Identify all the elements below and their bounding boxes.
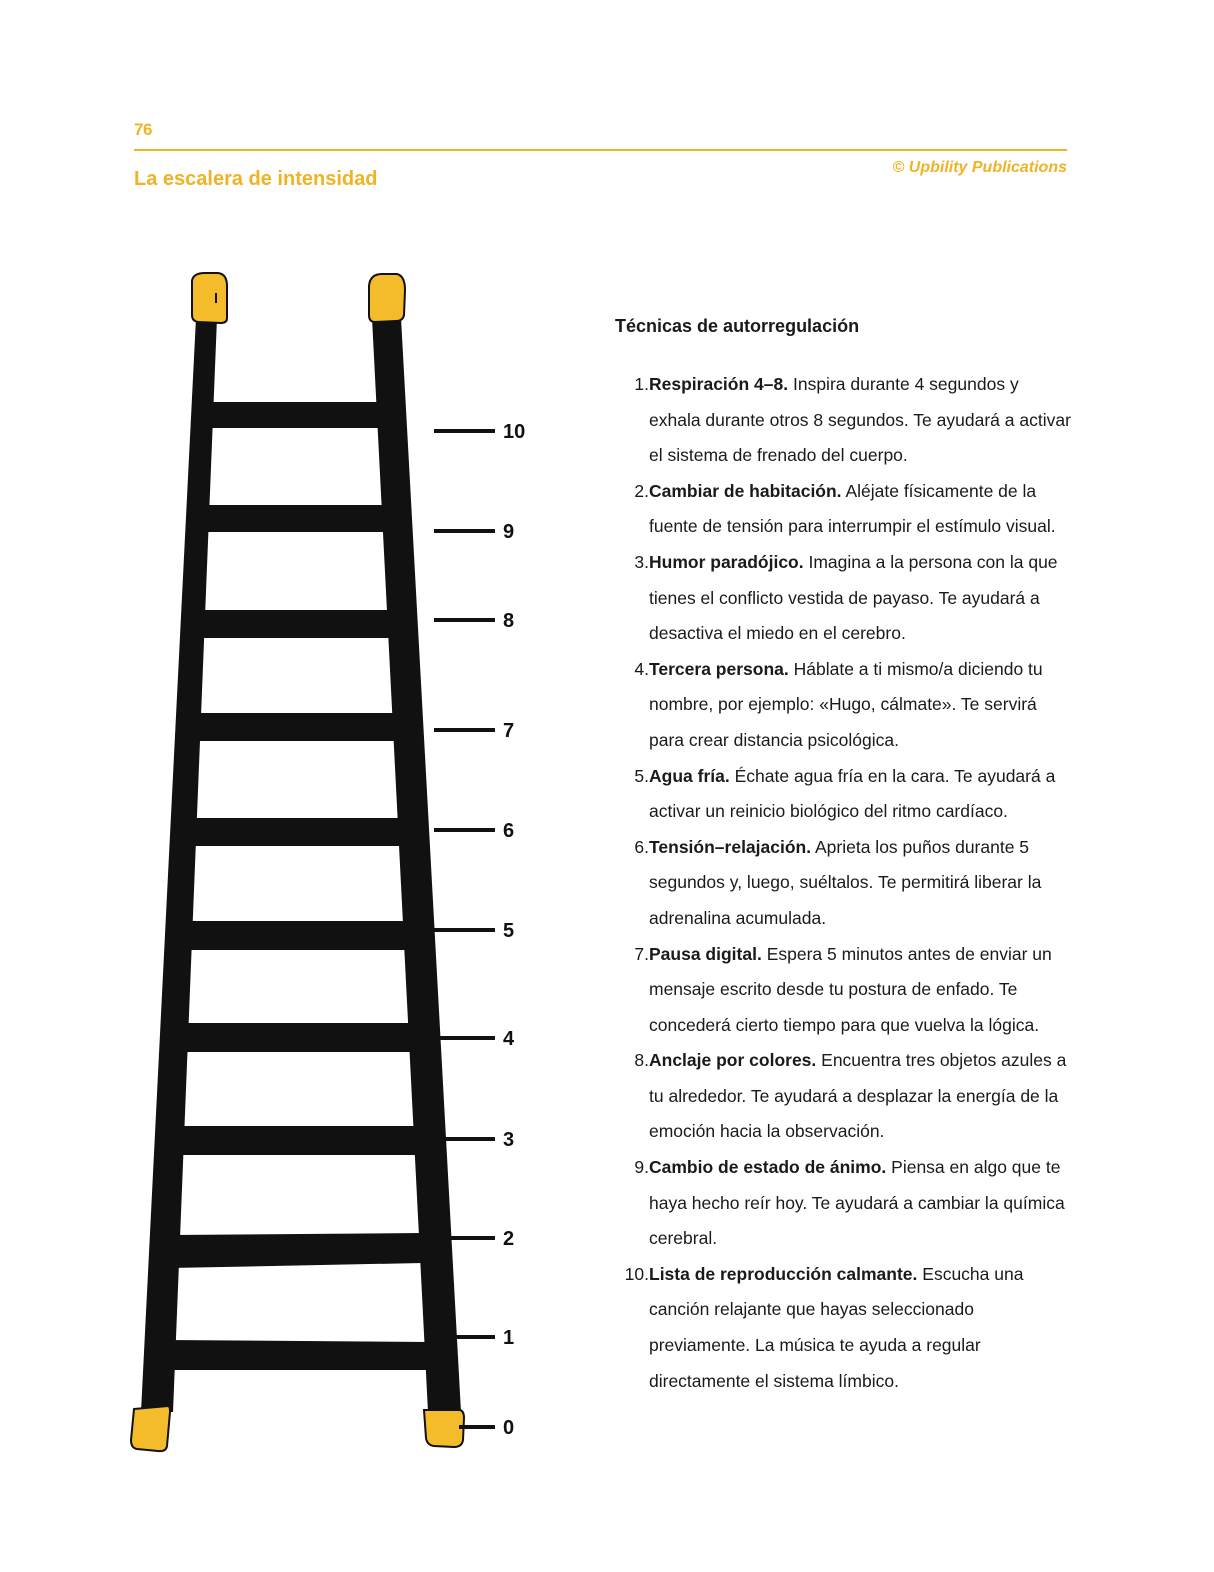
scale-label: 3	[503, 1129, 515, 1151]
technique-body	[649, 367, 1075, 474]
ladder-rung	[211, 402, 379, 428]
scale-label: 9	[503, 521, 515, 543]
ladder-rung	[170, 1233, 423, 1268]
technique-body	[649, 474, 1075, 545]
technique-number: 2.	[634, 480, 649, 501]
technique-number: 5.	[634, 765, 649, 786]
technique-number: 10.	[624, 1263, 649, 1284]
ladder-cap-top-right	[369, 274, 405, 322]
technique-description: Piensa en algo que te haya hecho reír hoy. Te ayudará a cambiar la química cerebral.	[649, 1157, 1065, 1249]
technique-description: Encuentra tres objetos azules a tu alrededor. Te ayudará a desplazar la energía de la emoción hacia la observación.	[649, 1050, 1067, 1142]
technique-number: 7.	[634, 943, 649, 964]
technique-item	[615, 1043, 1075, 1150]
technique-item	[615, 1150, 1075, 1257]
header-rule	[134, 149, 1067, 151]
technique-body	[649, 937, 1075, 1044]
technique-item	[615, 1257, 1075, 1399]
techniques-title: Técnicas de autorregulación	[615, 316, 860, 336]
technique-item	[615, 367, 1075, 474]
scale-label: 2	[503, 1228, 515, 1250]
technique-name: Cambio de estado de ánimo.	[649, 1157, 887, 1178]
technique-description: Aléjate físicamente de la fuente de tensión para interrumpir el estímulo visual.	[649, 480, 1056, 537]
ladder-rung	[180, 1023, 412, 1052]
scale-label: 7	[503, 720, 515, 742]
technique-item	[615, 545, 1075, 652]
scale-label: 5	[503, 920, 515, 942]
technique-name: Cambiar de habitación.	[649, 480, 842, 501]
technique-item	[615, 937, 1075, 1044]
techniques-list	[615, 367, 1075, 1399]
technique-item	[615, 759, 1075, 830]
technique-name: Pausa digital.	[649, 943, 762, 964]
scale-label: 4	[503, 1028, 515, 1050]
technique-body	[649, 1150, 1075, 1257]
ladder-rung	[165, 1340, 429, 1370]
page-number: 76	[134, 120, 152, 139]
technique-description: Háblate a ti mismo/a diciendo tu nombre, por ejemplo: «Hugo, cálmate». Te servirá para crear distancia psicológica.	[649, 658, 1043, 750]
technique-number: 3.	[634, 551, 649, 572]
technique-item	[615, 652, 1075, 759]
ladder-rung	[201, 610, 390, 638]
technique-number: 9.	[634, 1157, 649, 1178]
scale-label: 6	[503, 820, 515, 842]
self-regulation-techniques	[615, 316, 1075, 1399]
ladder-cap-bottom-left	[131, 1406, 170, 1451]
technique-item	[615, 474, 1075, 545]
technique-body	[649, 1257, 1075, 1399]
technique-name: Anclaje por colores.	[649, 1050, 817, 1071]
ladder-rung	[206, 505, 384, 532]
technique-body	[649, 545, 1075, 652]
technique-body	[649, 652, 1075, 759]
technique-description: Escucha una canción relajante que hayas seleccionado previamente. La música te ayuda a regular directamente el sistema límbico.	[649, 1263, 1024, 1391]
technique-name: Tercera persona.	[649, 658, 789, 679]
ladder-rung	[175, 1126, 417, 1155]
technique-number: 6.	[634, 836, 649, 857]
ladder-rung	[190, 818, 401, 846]
scale-label: 0	[503, 1417, 515, 1439]
section-title: La escalera de intensidad	[134, 168, 378, 190]
intensity-ladder-illustration	[120, 260, 540, 1460]
technique-body	[649, 759, 1075, 830]
technique-body	[649, 830, 1075, 937]
copyright-notice: © Upbility Publications	[892, 159, 1067, 176]
technique-name: Tensión–relajación.	[649, 836, 812, 857]
technique-number: 8.	[634, 1050, 649, 1071]
scale-label: 8	[503, 610, 515, 632]
technique-number: 4.	[634, 658, 649, 679]
ladder-cap-top-left	[192, 273, 227, 323]
technique-number: 1.	[634, 374, 649, 394]
technique-description: Inspira durante 4 segundos y exhala durante otros 8 segundos. Te ayudará a activar el sistema de frenado del cuerpo.	[649, 374, 1071, 466]
technique-name: Respiración 4–8.	[649, 374, 789, 394]
technique-description: Échate agua fría en la cara. Te ayudará a activar un reinicio biológico del ritmo cardíaco.	[649, 765, 1056, 822]
technique-name: Agua fría.	[649, 765, 730, 786]
technique-description: Espera 5 minutos antes de enviar un mensaje escrito desde tu postura de enfado. Te concederá cierto tiempo para que vuelva la lógica.	[649, 943, 1052, 1035]
technique-description: Aprieta los puños durante 5 segundos y, luego, suéltalos. Te permitirá liberar la adrenalina acumulada.	[649, 836, 1042, 928]
ladder-cap-bottom-right	[424, 1410, 464, 1447]
ladder-rung	[185, 921, 407, 950]
ladder-rung	[196, 713, 395, 741]
scale-label: 1	[503, 1327, 515, 1349]
technique-name: Lista de reproducción calmante.	[649, 1263, 918, 1284]
scale-label: 10	[503, 421, 526, 443]
technique-body	[649, 1043, 1075, 1150]
technique-name: Humor paradójico.	[649, 551, 804, 572]
technique-description: Imagina a la persona con la que tienes el conflicto vestida de payaso. Te ayudará a desactiva el miedo en el cerebro.	[649, 551, 1058, 644]
technique-item	[615, 830, 1075, 937]
